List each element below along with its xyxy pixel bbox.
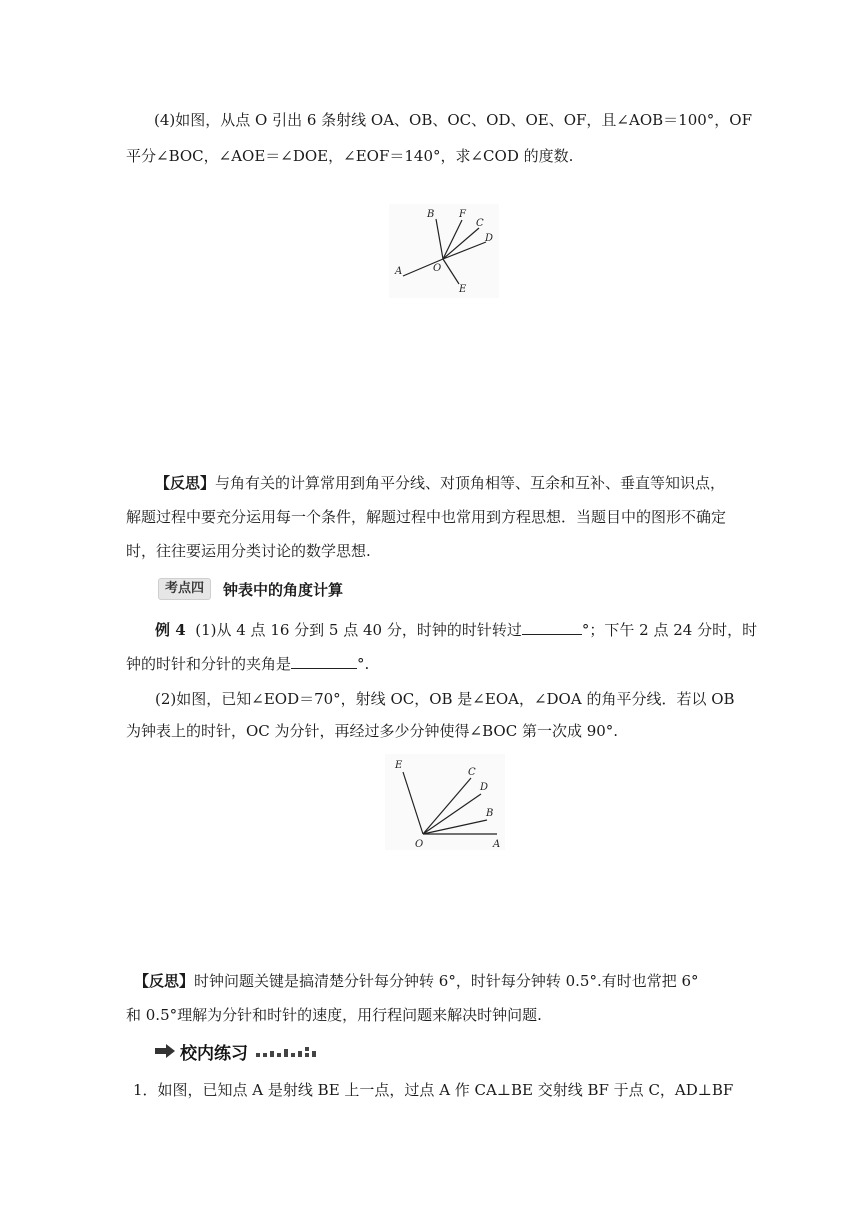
label-o: O: [433, 263, 442, 274]
example4-text1d: °.: [357, 655, 370, 673]
label-b-2: B: [486, 808, 494, 819]
label-a-2: A: [493, 839, 501, 850]
label-b: B: [427, 209, 435, 220]
problem4-line2: 平分∠BOC，∠AOE＝∠DOE，∠EOF＝140°，求∠COD 的度数.: [126, 147, 574, 165]
reflection1-line1: [155, 472, 725, 494]
reflection1-line3: 时，往往要运用分类讨论的数学思想.: [126, 542, 371, 560]
example4-line2: [126, 652, 369, 675]
answer-blank-2[interactable]: [291, 652, 357, 669]
example4-line4: 为钟表上的时针，OC 为分针，再经过多少分钟使得∠BOC 第一次成 90°.: [126, 722, 619, 740]
label-e: E: [459, 284, 467, 295]
answer-blank-1[interactable]: [522, 618, 582, 635]
reflection-tag-2: 【反思】: [134, 972, 195, 990]
question1-line1: 1．如图，已知点 A 是射线 BE 上一点，过点 A 作 CA⊥BE 交射线 BF 于点 C，AD⊥BF: [133, 1081, 734, 1099]
reflection-tag: 【反思】: [155, 474, 216, 492]
section-title: 钟表中的角度计算: [223, 580, 344, 599]
example4-text1c: 钟的时针和分针的夹角是: [126, 655, 292, 673]
label-c-2: C: [468, 767, 476, 778]
label-o-2: O: [415, 839, 424, 850]
label-d-2: D: [480, 782, 489, 793]
reflection2-line2: 和 0.5°理解为分针和时针的速度，用行程问题来解决时钟问题.: [126, 1006, 542, 1024]
label-f: F: [459, 209, 466, 220]
rays-figure-1: [389, 204, 499, 298]
example4-line1: [155, 618, 757, 641]
reflection1-line2: 解题过程中要充分运用每一个条件，解题过程中也常用到方程思想．当题目中的图形不确定: [126, 508, 727, 526]
reflection2-text1: 时钟问题关键是搞清楚分针每分钟转 6°，时针每分钟转 0.5°.有时也常把 6°: [194, 972, 699, 990]
reflection2-line1: [134, 970, 699, 992]
label-a: A: [395, 266, 403, 277]
arrow-icon: [154, 1042, 176, 1060]
example4-line3: (2)如图，已知∠EOD＝70°，射线 OC，OB 是∠EOA，∠DOA 的角平分线．若以 OB: [155, 690, 735, 708]
dots-decoration-icon: [256, 1043, 320, 1059]
label-e-2: E: [395, 760, 403, 771]
problem4-line1: (4)如图，从点 O 引出 6 条射线 OA、OB、OC、OD、OE、OF，且∠AOB＝100°，OF: [154, 111, 752, 129]
example-label: 例 4: [155, 621, 186, 639]
example4-text1a: (1)从 4 点 16 分到 5 点 40 分，时钟的时针转过: [195, 621, 522, 639]
practice-title: 校内练习: [180, 1043, 248, 1064]
rays-figure-2: [385, 754, 505, 850]
section-heading: [158, 578, 343, 600]
label-d: D: [485, 233, 494, 244]
example4-text1b: °；下午 2 点 24 分时，时: [581, 621, 758, 639]
section-badge: 考点四: [158, 578, 211, 600]
practice-banner: [154, 1038, 320, 1064]
label-c: C: [476, 218, 484, 229]
reflection1-text1: 与角有关的计算常用到角平分线、对顶角相等、互余和互补、垂直等知识点，: [215, 474, 726, 492]
